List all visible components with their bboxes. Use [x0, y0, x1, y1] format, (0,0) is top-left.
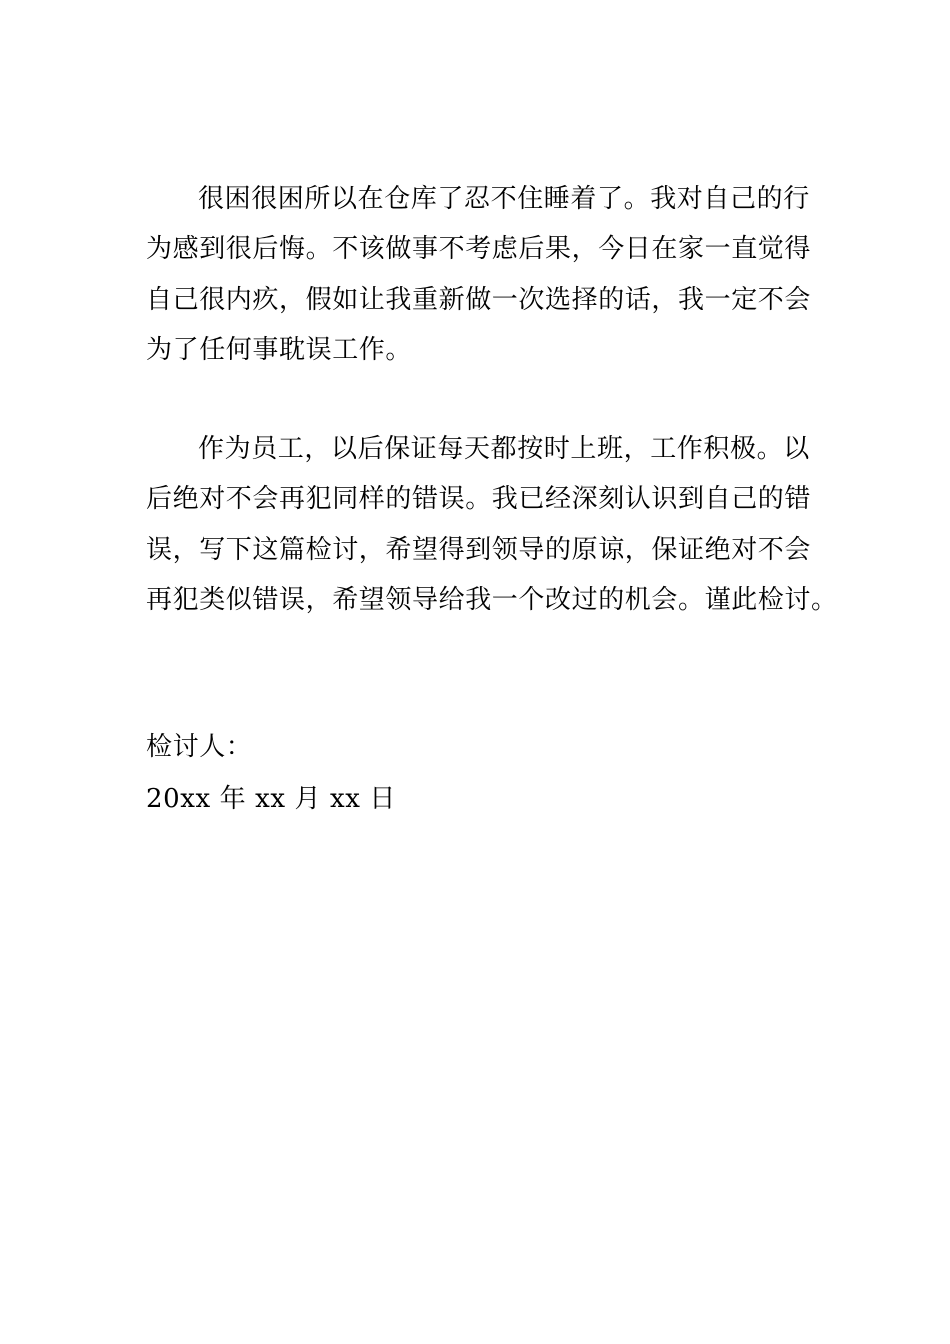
signature-date: 20xx 年 xx 月 xx 日: [146, 784, 396, 814]
paragraph-line: 误，写下这篇检讨，希望得到领导的原谅，保证绝对不会: [146, 535, 812, 565]
paragraph-line: 后绝对不会再犯同样的错误。我已经深刻认识到自己的错: [146, 484, 812, 514]
paragraph-line: 自己很内疚，假如让我重新做一次选择的话，我一定不会: [146, 285, 812, 315]
paragraph-line: 为感到很后悔。不该做事不考虑后果，今日在家一直觉得: [146, 234, 812, 264]
paragraph-line: 很困很困所以在仓库了忍不住睡着了。我对自己的行: [198, 184, 810, 214]
paragraph-line: 再犯类似错误，希望领导给我一个改过的机会。谨此检讨。: [146, 585, 838, 615]
signature-label: 检讨人：: [146, 732, 253, 762]
paragraph-line: 为了任何事耽误工作。: [146, 335, 413, 365]
paragraph-line: 作为员工，以后保证每天都按时上班，工作积极。以: [198, 434, 810, 464]
